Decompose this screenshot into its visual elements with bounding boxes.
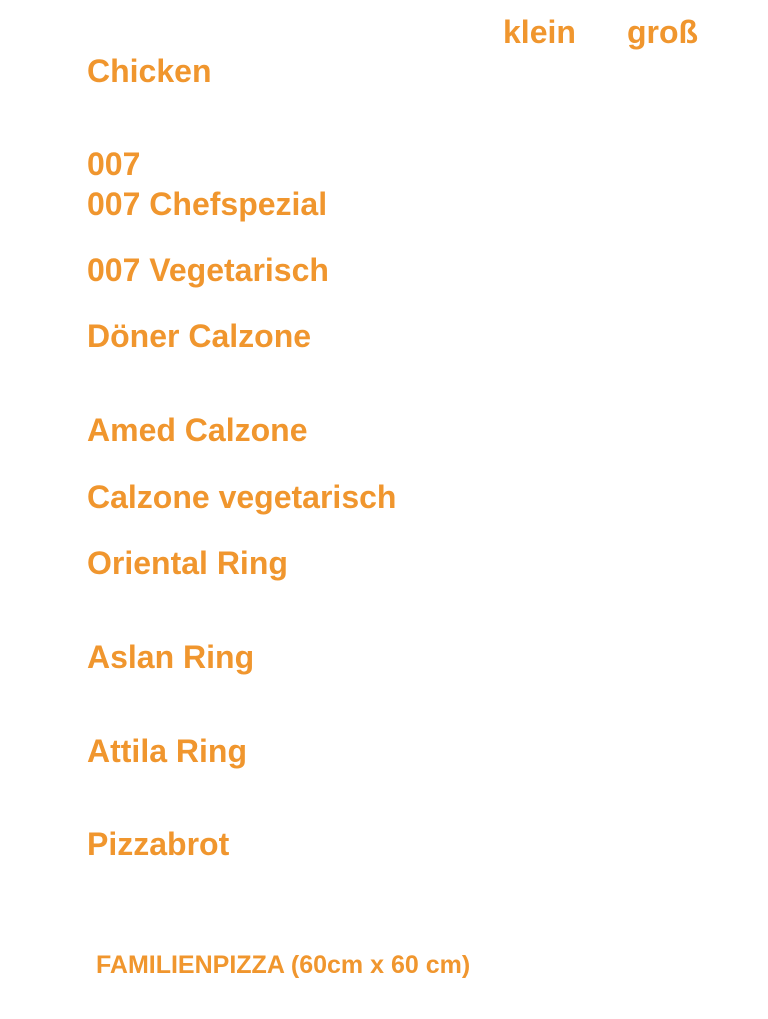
menu-item-doener-calzone: Döner Calzone <box>87 318 312 354</box>
menu-item-007-vegetarisch: 007 Vegetarisch <box>87 252 329 288</box>
menu-item-007-chefspezial: 007 Chefspezial <box>87 186 328 222</box>
menu-item-007: 007 <box>87 146 141 182</box>
section-title-familienpizza: FAMILIENPIZZA (60cm x 60 cm) <box>96 951 471 979</box>
menu-item-attila-ring: Attila Ring <box>87 733 247 769</box>
column-header-klein: klein <box>503 14 576 50</box>
menu-item-chicken: Chicken <box>87 53 212 89</box>
menu-item-pizzabrot: Pizzabrot <box>87 826 230 862</box>
menu-item-amed-calzone: Amed Calzone <box>87 412 308 448</box>
menu-item-calzone-vegetarisch: Calzone vegetarisch <box>87 479 397 515</box>
menu-item-aslan-ring: Aslan Ring <box>87 639 255 675</box>
column-header-gross: groß <box>627 14 699 50</box>
menu-item-oriental-ring: Oriental Ring <box>87 545 288 581</box>
